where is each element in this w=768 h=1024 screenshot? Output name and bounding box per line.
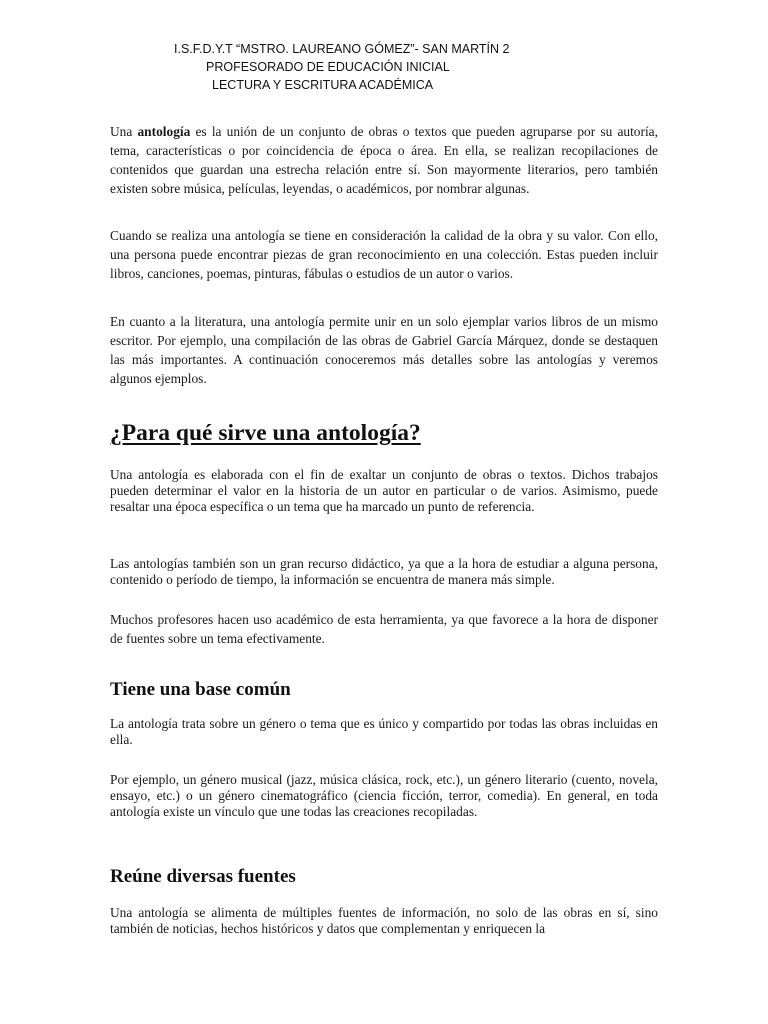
section-heading-common-base: Tiene una base común (110, 679, 291, 700)
purpose-paragraph-3: Muchos profesores hacen uso académico de esta herramienta, ya que favorece a la hora de disponer de fuentes sobre un tema efectivamente. (110, 612, 658, 646)
intro-paragraph-2: Cuando se realiza una antología se tiene en consideración la calidad de la obra y su valor. Con ello, una persona puede encontrar piezas de gran reconocimiento en una colección. Estas pueden incluir libros, canciones, poemas, pinturas, fábulas o estudios de un autor o varios. (110, 228, 658, 281)
intro-keyword: antología (137, 124, 191, 139)
institution-name: I.S.F.D.Y.T “MSTRO. LAUREANO GÓMEZ”- SAN MARTÍN 2 (174, 42, 510, 56)
common-base-paragraph-2: Por ejemplo, un género musical (jazz, música clásica, rock, etc.), un género literario (cuento, novela, ensayo, etc.) o un género cinematográfico (ciencia ficción, terror, comedia). En general, en toda antología existe un vínculo que une todas las creaciones recopiladas. (110, 772, 658, 820)
section-heading-sources: Reúne diversas fuentes (110, 866, 296, 887)
intro-rest-text: es la unión de un conjunto de obras o textos que pueden agruparse por su autoría, tema, características o por coincidencia de época o área. En ella, se realizan recopilaciones de contenidos que guardan una estrecha relación entre sí. Son mayormente literarios, pero también existen sobre música, películas, leyendas, o académicos, por nombrar algunas. (110, 124, 658, 196)
purpose-paragraph-2: Las antologías también son un gran recurso didáctico, ya que a la hora de estudiar a alguna persona, contenido o período de tiempo, la información se encuentra de manera más simple. (110, 556, 658, 588)
course-name: LECTURA Y ESCRITURA ACADÉMICA (212, 78, 434, 92)
intro-paragraph-3: En cuanto a la literatura, una antología permite unir en un solo ejemplar varios libros de un mismo escritor. Por ejemplo, una compilación de las obras de Gabriel García Márquez, donde se destaquen las más importantes. A continuación conoceremos más detalles sobre las antologías y veremos algunos ejemplos. (110, 314, 658, 386)
section-heading-purpose: ¿Para qué sirve una antología? (110, 420, 421, 446)
program-name: PROFESORADO DE EDUCACIÓN INICIAL (206, 60, 450, 74)
common-base-paragraph-1: La antología trata sobre un género o tema que es único y compartido por todas las obras incluidas en ella. (110, 716, 658, 748)
sources-paragraph-1: Una antología se alimenta de múltiples fuentes de información, no solo de las obras en sí, sino también de noticias, hechos históricos y datos que complementan y enriquecen la (110, 905, 658, 937)
intro-paragraph-1 (110, 122, 658, 198)
intro-lead-text: Una (110, 124, 138, 139)
purpose-paragraph-1: Una antología es elaborada con el fin de exaltar un conjunto de obras o textos. Dichos trabajos pueden determinar el valor en la historia de un autor en particular o de varios. Asimismo, puede resaltar una época específica o un tema que ha marcado un punto de referencia. (110, 467, 658, 515)
